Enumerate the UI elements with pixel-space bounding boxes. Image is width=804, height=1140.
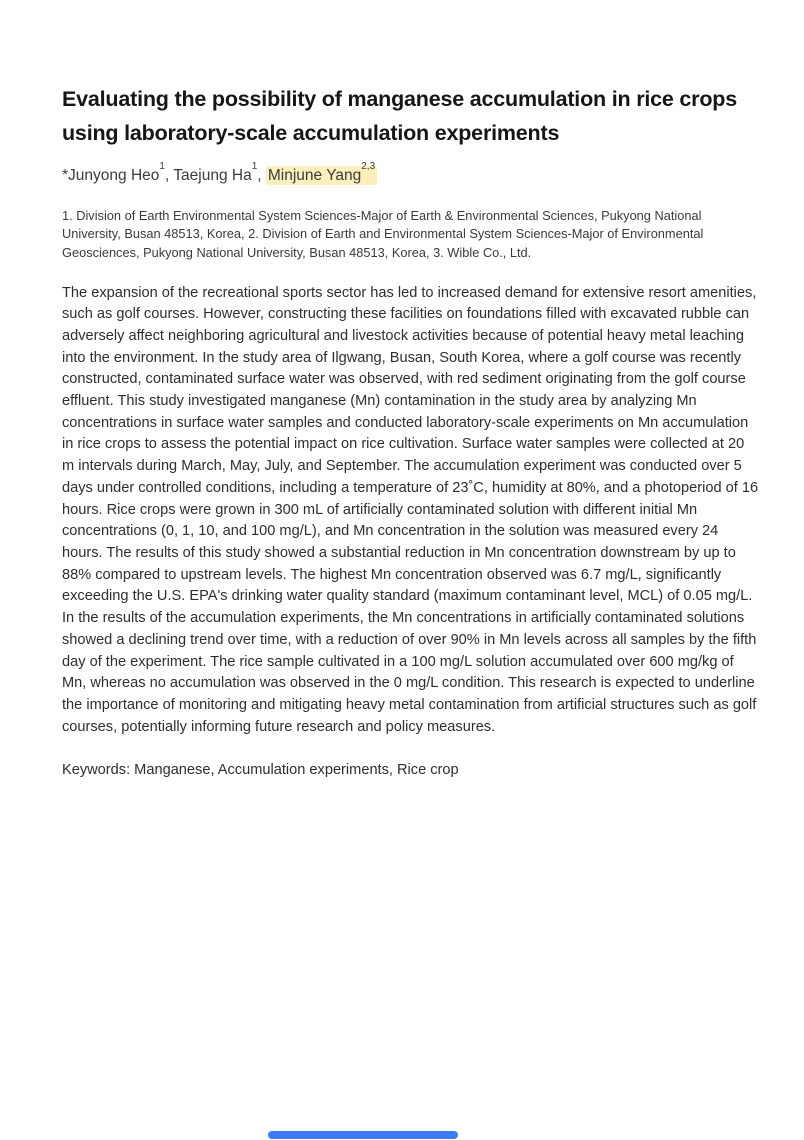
author-2-name: Taejung Ha [173,166,252,184]
author-separator: , [164,166,174,184]
author-separator: , [257,166,266,184]
author-3-name: Minjune Yang [267,166,362,184]
author-1-name: *Junyong Heo [62,166,160,184]
paper-title-line1: Evaluating the possibility of manganese accumulation in rice crops [62,87,737,112]
author-1 [62,161,165,184]
paper-title-line2: using laboratory-scale accumulation experiments [62,121,560,146]
affiliations-text: 1. Division of Earth Environmental System Sciences-Major of Earth & Environmental Sciences, Pukyong National University, Busan 48513, Korea, 2. Division of Earth and Environmental System Sciences-Major of Environmental Geosciences, Pukyong National University, Busan 48513, Korea, 3. Wible Co., Ltd. [62,207,704,260]
author-1-affiliation-sup: 1 [159,161,165,173]
authors-line [62,161,760,186]
author-2-affiliation-sup: 1 [251,161,258,173]
paper-title [62,82,760,150]
abstract-text: The expansion of the recreational sports sector has led to increased demand for extensive resort amenities, such as golf courses. However, constructing these facilities on foundations filled with excavated rubble can adversely affect neighboring agricultural and livestock activities because of potential heavy metal leaching into the environment. In the study area of Ilgwang, Busan, South Korea, where a golf course was recently constructed, contaminated surface water was observed, with red sediment originating from the golf course effluent. This study investigated manganese (Mn) contamination in the study area by analyzing Mn concentrations in surface water samples and conducted laboratory-scale experiments on Mn accumulation in rice crops to assess the potential impact on rice cultivation. Surface water samples were collected at 20 m intervals during March, May, July, and September. The accumulation experiment was conducted over 5 days under controlled conditions, including a temperature of 23˚C, humidity at 80%, and a photoperiod of 16 hours. Rice crops were grown in 300 mL of artificially contaminated solution with different initial Mn concentrations (0, 1, 10, and 100 mg/L), and Mn concentration in the solution was measured every 24 hours. The results of this study showed a substantial reduction in Mn concentration downstream by up to 88% compared to upstream levels. The highest Mn concentration observed was 6.7 mg/L, significantly exceeding the U.S. EPA's drinking water quality standard (maximum contaminant level, MCL) of 0.05 mg/L. In the results of the accumulation experiments, the Mn concentrations in artificially contaminated solutions showed a declining trend over time, with a reduction of over 90% in Mn levels across all samples by the fifth day of the experiment. The rice sample cultivated in a 100 mg/L solution accumulated over 600 mg/kg of Mn, whereas no accumulation was observed in the 0 mg/L condition. This research is expected to underline the importance of monitoring and mitigating heavy metal contamination from artificial structures such as golf courses, potentially informing future research and policy measures. [62,284,759,735]
author-3-affiliation-sup: 2,3 [361,161,376,173]
author-2 [173,161,258,184]
author-3-highlighted [266,161,377,185]
bottom-blue-bar [268,1131,458,1139]
keywords-line: Keywords: Manganese, Accumulation experiments, Rice crop [62,762,459,779]
